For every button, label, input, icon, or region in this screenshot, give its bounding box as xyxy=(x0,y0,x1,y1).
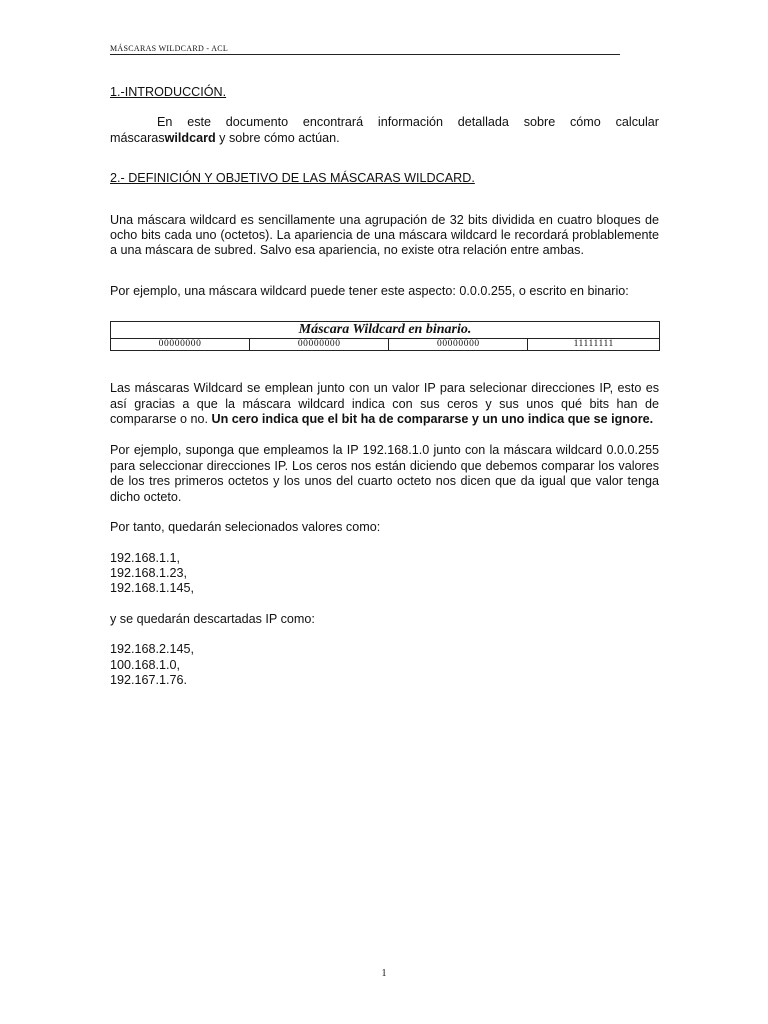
discarded-intro: y se quedarán descartadas IP como: xyxy=(110,611,315,626)
definition-paragraph: Una máscara wildcard es sencillamente una agrupación de 32 bits dividida en cuatro bloques de ocho bits cada uno (octetos). La apariencia de una máscara wildcard le recordará problablemente a una máscara de subred. Salvo esa apariencia, no existe otra relación entre ambas. xyxy=(110,212,659,258)
intro-text-end: y sobre cómo actúan. xyxy=(215,130,340,145)
page-number: 1 xyxy=(381,968,387,979)
binary-octet-3: 00000000 xyxy=(389,339,528,351)
document-body xyxy=(110,85,659,688)
discarded-ip-list xyxy=(110,642,659,688)
binary-octet-4: 11111111 xyxy=(528,339,660,351)
list-item: 192.168.1.145, xyxy=(110,581,195,596)
intro-paragraph xyxy=(110,115,659,146)
intro-text: En este documento encontrará información detallada sobre cómo calcular máscaras xyxy=(110,115,659,145)
wildcard-binary-table xyxy=(110,321,660,351)
intro-bold-term: wildcard xyxy=(164,130,216,145)
list-item: 100.168.1.0, xyxy=(110,657,181,672)
list-item: 192.168.1.1, xyxy=(110,550,181,565)
page-header: MÁSCARAS WILDCARD - ACL xyxy=(110,44,620,55)
selected-intro: Por tanto, quedarán selecionados valores como: xyxy=(110,520,381,535)
binary-octet-2: 00000000 xyxy=(250,339,389,351)
list-item: 192.168.2.145, xyxy=(110,642,195,657)
usage-paragraph xyxy=(110,381,659,427)
binary-octet-1: 00000000 xyxy=(111,339,250,351)
list-item: 192.167.1.76. xyxy=(110,672,188,687)
selected-ip-list xyxy=(110,551,659,597)
usage-bold-rule: Un cero indica que el bit ha de compararse y un uno indica que se ignore. xyxy=(211,412,654,427)
usage-text: Las máscaras Wildcard se emplean junto con un valor IP para selecionar direcciones IP, esto es así gracias a que la máscara wildcard indica con sus ceros y sus unos qué bits han de compararse o no. xyxy=(110,381,659,427)
table-title: Máscara Wildcard en binario. xyxy=(111,322,660,339)
section-title-definition: 2.- DEFINICIÓN Y OBJETIVO DE LAS MÁSCARAS WILDCARD. xyxy=(110,171,475,186)
example-intro-paragraph: Por ejemplo, una máscara wildcard puede tener este aspecto: 0.0.0.255, o escrito en binario: xyxy=(110,283,629,298)
section-title-introduction: 1.-INTRODUCCIÓN. xyxy=(110,85,227,99)
example-paragraph: Por ejemplo, suponga que empleamos la IP 192.168.1.0 junto con la máscara wildcard 0.0.0.255 para seleccionar direcciones IP. Los ceros nos están diciendo que debemos comparar los valores de los tres primeros octetos y los unos del cuarto octeto nos dicen que da igual que valor tenga dicho octeto. xyxy=(110,443,659,504)
list-item: 192.168.1.23, xyxy=(110,565,188,580)
